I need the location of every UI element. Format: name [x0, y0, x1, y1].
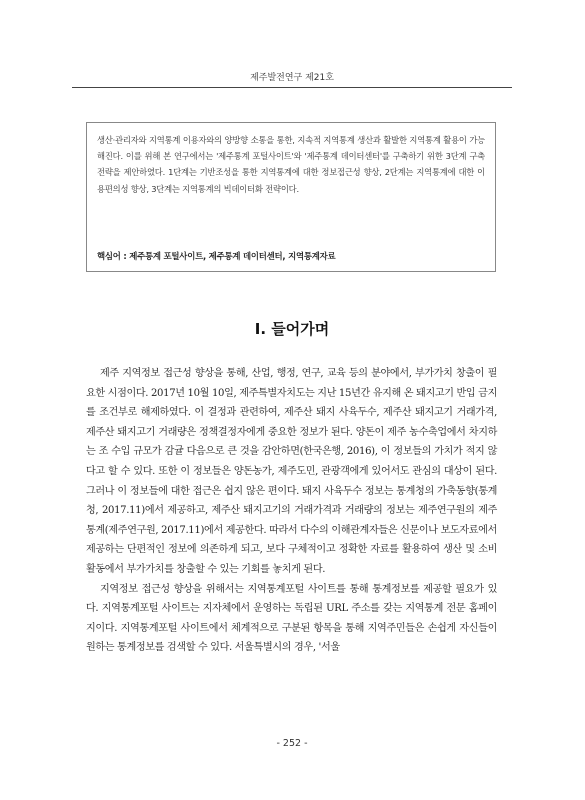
body-text	[86, 364, 497, 658]
header-divider	[72, 87, 512, 88]
abstract-text: 생산·관리자와 지역통계 이용자와의 양방향 소통을 통한, 지속적 지역통계 생산과 활발한 지역통계 활용이 가능해진다. 이를 위해 본 연구에서는 '제주통계 포털사이트'와 '제주통계 데이터센터'를 구축하기 위한 3단계 구축전략을 제안하였다. 1단계는 기반조성을 통한 지역통계에 대한 정보접근성 향상, 2단계는 지역통계에 대한 이용편의성 향상, 3단계는 지역통계의 빅데이터화 전략이다.	[97, 135, 485, 194]
body-paragraph: 제주 지역정보 접근성 향상을 통해, 산업, 행정, 연구, 교육 등의 분야에서, 부가가치 창출이 필요한 시점이다. 2017년 10월 10일, 제주특별자치도는 지난 15년간 유지해 온 돼지고기 반입 금지를 조건부로 해제하였다. 이 결정과 관련하여, 제주산 돼지 사육두수, 제주산 돼지고기 거래가격, 제주산 돼지고기 거래량은 정책결정자에게 중요한 정보가 된다. 양돈이 제주 농수축업에서 차지하는 조 수입 규모가 감귤 다음으로 큰 것을 감안하면(한국은행, 2016), 이 정보들의 가치가 적지 않다고 할 수 있다. 또한 이 정보들은 양돈농가, 제주도민, 관광객에게 있어서도 관심의 대상이 된다. 그러나 이 정보들에 대한 접근은 쉽지 않은 편이다. 돼지 사육두수 정보는 통계청의 가축동향(통계청, 2017.11)에서 제공하고, 제주산 돼지고기의 거래가격과 거래량의 정보는 제주연구원의 제주통계(제주연구원, 2017.11)에서 제공한다. 따라서 다수의 이해관계자들은 신문이나 보도자료에서 제공하는 단편적인 정보에 의존하게 되고, 보다 구체적이고 정확한 자료를 활용하여 생산 및 소비활동에서 부가가치를 창출할 수 있는 기회를 놓치게 된다.	[86, 368, 497, 575]
body-paragraph: 지역정보 접근성 향상을 위해서는 지역통계포털 사이트를 통해 통계정보를 제공할 필요가 있다. 지역통계포털 사이트는 지자체에서 운영하는 독립된 URL 주소를 갖는 지역통계 전문 홈페이지이다. 지역통계포털 사이트에서 체계적으로 구분된 항목을 통해 지역주민들은 손쉽게 자신들이 원하는 통계정보를 검색할 수 있다. 서울특별시의 경우, '서울	[86, 583, 497, 654]
running-header: 제주발전연구 제21호	[250, 73, 334, 83]
keywords: 핵심어 : 제주통계 포털사이트, 제주통계 데이터센터, 지역통계자료	[97, 251, 336, 261]
section-title: Ⅰ. 들어가며	[254, 320, 330, 338]
page-number: - 252 -	[276, 738, 308, 749]
abstract-box	[86, 122, 496, 272]
